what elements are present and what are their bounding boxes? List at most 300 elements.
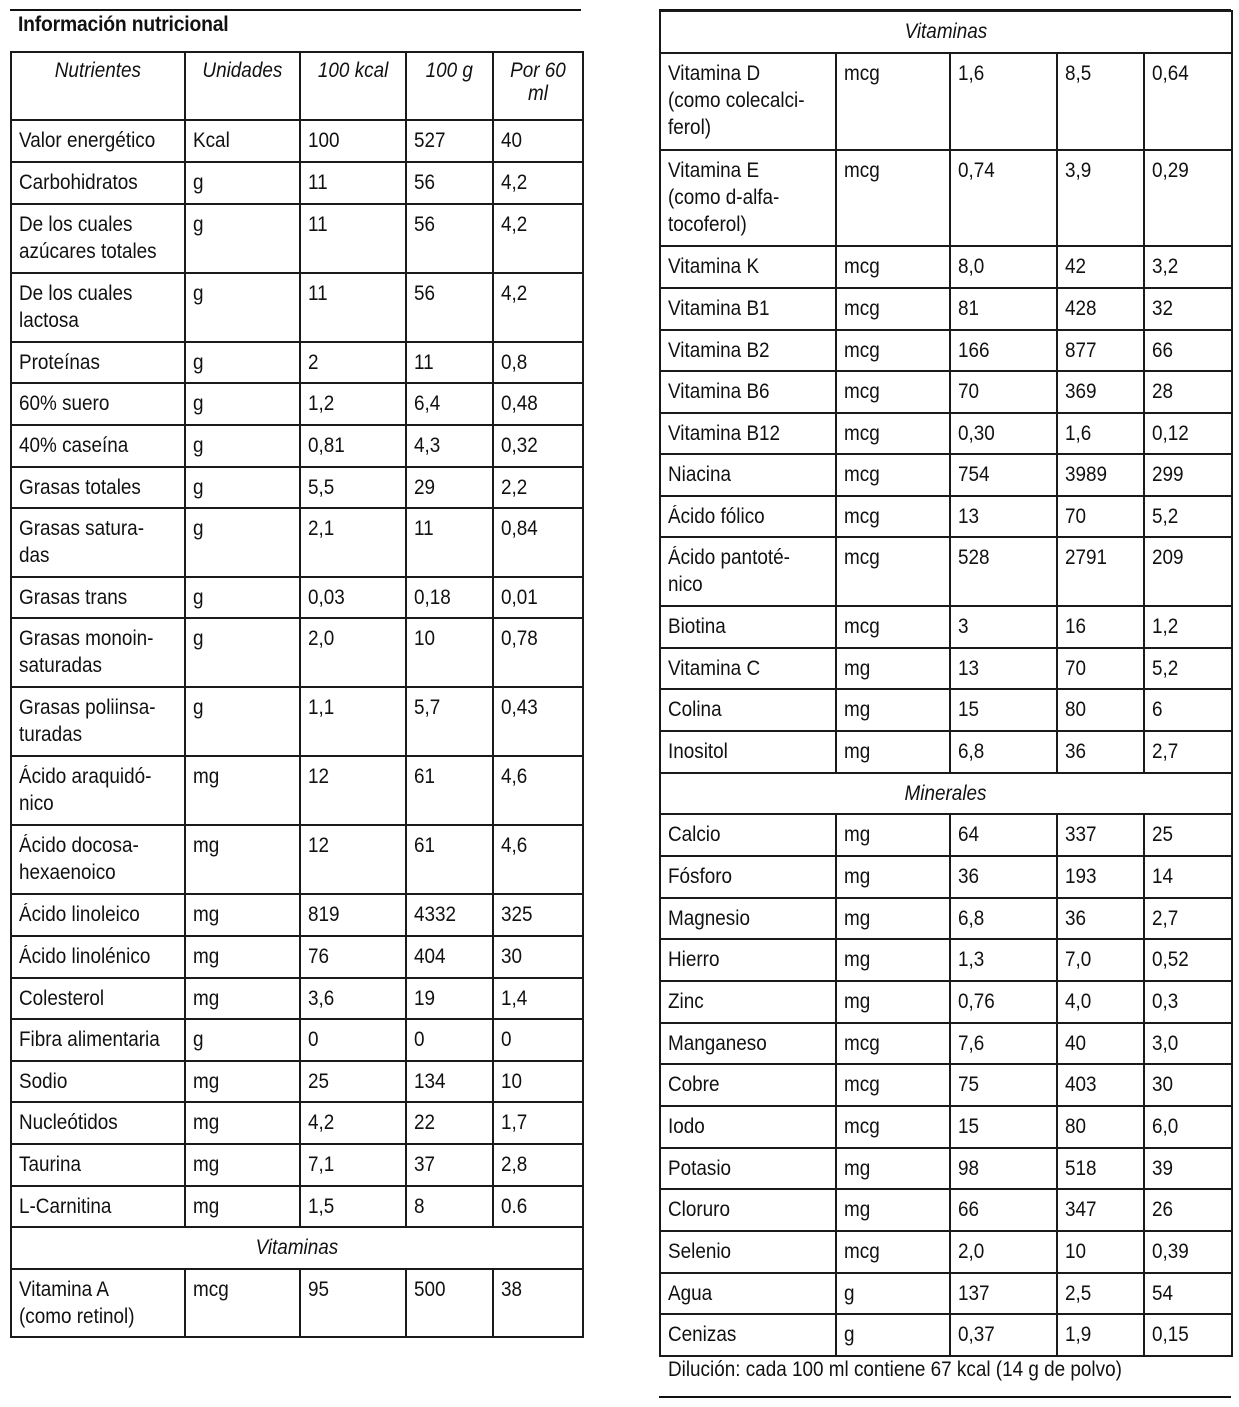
- table-row: [11, 1061, 583, 1102]
- nutrient-name-cell: [660, 898, 836, 939]
- value-100g-cell: [406, 687, 493, 756]
- unit: mcg: [844, 546, 880, 569]
- value-100g: 3989: [1065, 463, 1108, 486]
- value-60ml-cell: [1144, 413, 1232, 454]
- nutrient-name: Calcio: [668, 823, 721, 846]
- nutrient-name-cell: [11, 936, 185, 978]
- table-row: [660, 1148, 1232, 1189]
- value-60ml: 0,39: [1152, 1240, 1189, 1263]
- value-100g-cell: [406, 120, 493, 162]
- value-100g-cell: [1057, 939, 1144, 981]
- value-60ml-cell: [1144, 814, 1232, 856]
- dilution-footnote: Dilución: cada 100 ml contiene 67 kcal (14 g de polvo): [668, 1358, 1122, 1381]
- unit: mcg: [844, 297, 880, 320]
- value-60ml-cell: [493, 1144, 583, 1186]
- nutrient-name: De los cuales azúcares totales: [19, 213, 157, 263]
- value-60ml: 6,0: [1152, 1115, 1179, 1138]
- value-60ml: 10: [501, 1070, 523, 1093]
- nutrient-name-cell: [11, 1269, 185, 1337]
- unit: mg: [193, 1153, 220, 1176]
- value-100g-cell: [1057, 537, 1144, 606]
- value-100kcal: 754: [958, 463, 990, 486]
- value-60ml-cell: [493, 936, 583, 978]
- unit-cell: [185, 425, 300, 467]
- value-100kcal: 1,6: [958, 62, 985, 85]
- value-60ml: 0,52: [1152, 948, 1189, 971]
- value-100kcal-cell: [300, 467, 406, 508]
- value-100kcal: 5,5: [308, 476, 335, 499]
- table-row: [660, 606, 1232, 648]
- unit-cell: [836, 288, 950, 330]
- value-100g: 80: [1065, 1115, 1087, 1138]
- value-100kcal: 819: [308, 903, 340, 926]
- value-100g: 56: [414, 171, 436, 194]
- nutrient-name: Iodo: [668, 1115, 705, 1138]
- value-100kcal-cell: [950, 1273, 1057, 1314]
- value-100kcal-cell: [950, 288, 1057, 330]
- value-100kcal: 7,6: [958, 1032, 985, 1055]
- value-60ml: 6: [1152, 698, 1163, 721]
- table-row: [11, 936, 583, 978]
- value-60ml-cell: [493, 1269, 583, 1337]
- table-row: [11, 687, 583, 756]
- value-100kcal-cell: [950, 1106, 1057, 1148]
- value-100kcal: 15: [958, 1115, 980, 1138]
- nutrient-name-cell: [11, 425, 185, 467]
- value-60ml-cell: [1144, 1023, 1232, 1064]
- nutrient-name: Ácido linoleico: [19, 903, 140, 926]
- nutrient-name: Vitamina D (como colecalci- ferol): [668, 62, 805, 139]
- value-100g-cell: [406, 577, 493, 618]
- page-title: Información nutricional: [18, 13, 229, 36]
- value-100kcal: 36: [958, 865, 980, 888]
- value-100kcal-cell: [950, 814, 1057, 856]
- value-100kcal-cell: [950, 1231, 1057, 1273]
- table-row: [11, 204, 583, 273]
- table-row: [11, 342, 583, 383]
- value-60ml: 0,32: [501, 434, 538, 457]
- nutrient-name: Taurina: [19, 1153, 82, 1176]
- value-60ml: 0,84: [501, 517, 538, 540]
- value-100kcal: 64: [958, 823, 980, 846]
- value-60ml-cell: [1144, 371, 1232, 413]
- table-row: [660, 689, 1232, 731]
- value-100kcal: 1,2: [308, 392, 335, 415]
- nutrient-name: Inositol: [668, 740, 728, 763]
- value-100g-cell: [1057, 856, 1144, 898]
- value-60ml-cell: [1144, 496, 1232, 537]
- unit: g: [193, 171, 204, 194]
- unit: mg: [193, 1111, 220, 1134]
- value-100kcal-cell: [300, 756, 406, 825]
- unit: mcg: [844, 615, 880, 638]
- value-60ml: 5,2: [1152, 505, 1179, 528]
- value-60ml: 0,01: [501, 586, 538, 609]
- value-60ml-cell: [493, 273, 583, 342]
- table-row: [660, 246, 1232, 288]
- nutrient-name-cell: [11, 978, 185, 1019]
- value-60ml: 54: [1152, 1282, 1174, 1305]
- value-100g: 4,3: [414, 434, 441, 457]
- section-label: Vitaminas: [904, 20, 988, 43]
- value-100kcal: 81: [958, 297, 980, 320]
- nutrient-name: Colesterol: [19, 987, 105, 1010]
- unit: g: [193, 213, 204, 236]
- unit-cell: [836, 413, 950, 454]
- value-100kcal-cell: [300, 978, 406, 1019]
- unit-cell: [836, 689, 950, 731]
- column-header-nutrientes: Nutrientes: [11, 52, 185, 120]
- nutrient-name-cell: [660, 454, 836, 496]
- value-100g-cell: [406, 978, 493, 1019]
- unit-cell: [836, 496, 950, 537]
- nutrient-name: Zinc: [668, 990, 704, 1013]
- table-row: [660, 898, 1232, 939]
- value-60ml: 0,64: [1152, 62, 1189, 85]
- value-60ml-cell: [1144, 689, 1232, 731]
- value-100g-cell: [1057, 1064, 1144, 1106]
- value-100g-cell: [406, 204, 493, 273]
- value-100g-cell: [1057, 1189, 1144, 1231]
- value-100g: 42: [1065, 255, 1087, 278]
- unit-cell: [836, 1064, 950, 1106]
- value-60ml-cell: [1144, 856, 1232, 898]
- value-60ml: 0: [501, 1028, 512, 1051]
- bottom-rule-right: [659, 1396, 1231, 1398]
- value-100kcal-cell: [300, 383, 406, 425]
- nutrient-name-cell: [660, 537, 836, 606]
- value-100g: 29: [414, 476, 436, 499]
- value-100kcal-cell: [950, 689, 1057, 731]
- nutrient-name-cell: [660, 1148, 836, 1189]
- nutrient-name: Cenizas: [668, 1323, 737, 1346]
- section-header: [660, 11, 1232, 53]
- unit-cell: [836, 150, 950, 246]
- value-60ml-cell: [493, 825, 583, 894]
- value-100g-cell: [406, 1102, 493, 1144]
- nutrient-name: Vitamina E (como d-alfa- tocoferol): [668, 159, 780, 236]
- value-100kcal-cell: [950, 1023, 1057, 1064]
- value-60ml-cell: [1144, 288, 1232, 330]
- value-100g: 193: [1065, 865, 1097, 888]
- nutrient-name: 40% caseína: [19, 434, 129, 457]
- unit: mg: [844, 740, 871, 763]
- unit-cell: [836, 330, 950, 371]
- value-100kcal-cell: [300, 342, 406, 383]
- table-row: [11, 1269, 583, 1337]
- value-100g-cell: [1057, 1106, 1144, 1148]
- nutrient-name: Vitamina B1: [668, 297, 770, 320]
- value-60ml: 1,4: [501, 987, 528, 1010]
- unit: mg: [844, 990, 871, 1013]
- value-60ml: 0,29: [1152, 159, 1189, 182]
- table-row: [660, 496, 1232, 537]
- table-row: [11, 162, 583, 204]
- unit: g: [844, 1282, 855, 1305]
- value-100g: 70: [1065, 505, 1087, 528]
- value-60ml: 1,7: [501, 1111, 528, 1134]
- nutrient-name: Niacina: [668, 463, 732, 486]
- table-row: [660, 1106, 1232, 1148]
- value-60ml: 0,8: [501, 351, 528, 374]
- table-row: [11, 825, 583, 894]
- unit: mcg: [844, 380, 880, 403]
- value-100kcal-cell: [300, 894, 406, 936]
- nutrient-name-cell: [660, 689, 836, 731]
- unit: mcg: [193, 1278, 229, 1301]
- value-60ml: 209: [1152, 546, 1184, 569]
- value-100g: 22: [414, 1111, 436, 1134]
- nutrient-name: Fósforo: [668, 865, 733, 888]
- value-100kcal-cell: [300, 273, 406, 342]
- value-100kcal: 3: [958, 615, 969, 638]
- value-100kcal: 95: [308, 1278, 330, 1301]
- value-100kcal: 25: [308, 1070, 330, 1093]
- table-row: [660, 1231, 1232, 1273]
- table-row: [660, 1023, 1232, 1064]
- nutrient-name: Agua: [668, 1282, 713, 1305]
- value-100kcal-cell: [300, 508, 406, 577]
- nutrient-name-cell: [11, 1144, 185, 1186]
- unit-cell: [836, 981, 950, 1023]
- value-100kcal: 137: [958, 1282, 990, 1305]
- value-100g: 1,6: [1065, 422, 1092, 445]
- value-100g: 10: [414, 627, 436, 650]
- value-100g: 56: [414, 213, 436, 236]
- value-60ml: 25: [1152, 823, 1174, 846]
- value-100g-cell: [1057, 731, 1144, 773]
- column-header-100g: 100 g: [406, 52, 493, 120]
- unit: mg: [844, 1157, 871, 1180]
- nutrient-name: Potasio: [668, 1157, 732, 1180]
- nutrition-table-right: [659, 10, 1233, 1357]
- section-header: [11, 1227, 583, 1269]
- nutrient-name-cell: [660, 150, 836, 246]
- unit: mcg: [844, 505, 880, 528]
- value-100g: 11: [414, 351, 434, 374]
- value-60ml: 4,6: [501, 834, 528, 857]
- value-60ml: 30: [501, 945, 523, 968]
- nutrient-name: Ácido docosa- hexaenoico: [19, 834, 139, 884]
- table-row: [660, 648, 1232, 689]
- value-100g: 527: [414, 129, 446, 152]
- table-row: [660, 413, 1232, 454]
- unit-cell: [836, 939, 950, 981]
- table-row: [660, 454, 1232, 496]
- nutrition-table-left: [10, 51, 584, 1338]
- value-60ml: 0,43: [501, 696, 538, 719]
- unit-cell: [836, 371, 950, 413]
- unit-cell: [836, 1231, 950, 1273]
- value-100kcal: 8,0: [958, 255, 985, 278]
- table-row: [11, 577, 583, 618]
- value-100kcal: 7,1: [308, 1153, 335, 1176]
- unit: mg: [844, 865, 871, 888]
- value-100g-cell: [1057, 1023, 1144, 1064]
- nutrient-name: Ácido pantoté- nico: [668, 546, 790, 596]
- value-100kcal-cell: [950, 246, 1057, 288]
- value-100g-cell: [1057, 330, 1144, 371]
- unit: g: [193, 696, 204, 719]
- value-60ml: 38: [501, 1278, 523, 1301]
- unit-cell: [185, 577, 300, 618]
- nutrient-name-cell: [660, 981, 836, 1023]
- unit-cell: [836, 898, 950, 939]
- unit-cell: [836, 537, 950, 606]
- table-row: [660, 537, 1232, 606]
- value-60ml-cell: [493, 467, 583, 508]
- table-header-row: [11, 52, 583, 120]
- value-100kcal: 1,1: [308, 696, 335, 719]
- value-60ml: 14: [1152, 865, 1174, 888]
- value-100kcal: 2,0: [308, 627, 335, 650]
- unit-cell: [185, 273, 300, 342]
- value-60ml-cell: [493, 894, 583, 936]
- value-100g: 16: [1065, 615, 1087, 638]
- value-100g: 518: [1065, 1157, 1097, 1180]
- table-row: [11, 508, 583, 577]
- value-100kcal: 528: [958, 546, 990, 569]
- nutrient-name: Vitamina C: [668, 657, 761, 680]
- table-row: [11, 756, 583, 825]
- value-100g-cell: [406, 425, 493, 467]
- unit: g: [193, 517, 204, 540]
- value-60ml-cell: [1144, 981, 1232, 1023]
- unit-cell: [185, 756, 300, 825]
- value-100kcal: 98: [958, 1157, 980, 1180]
- unit: mg: [193, 765, 220, 788]
- nutrient-name-cell: [11, 894, 185, 936]
- value-100kcal: 11: [308, 171, 328, 194]
- value-100g: 70: [1065, 657, 1087, 680]
- unit-cell: [185, 342, 300, 383]
- value-100kcal-cell: [300, 687, 406, 756]
- value-100kcal: 3,6: [308, 987, 335, 1010]
- nutrient-name-cell: [660, 814, 836, 856]
- value-100kcal-cell: [950, 150, 1057, 246]
- nutrient-name-cell: [660, 731, 836, 773]
- value-100g: 61: [414, 765, 436, 788]
- value-100kcal-cell: [950, 537, 1057, 606]
- nutrient-name: Vitamina B6: [668, 380, 770, 403]
- nutrient-name: L-Carnitina: [19, 1195, 112, 1218]
- unit-cell: [185, 1269, 300, 1337]
- nutrient-name-cell: [660, 496, 836, 537]
- table-row: [11, 273, 583, 342]
- nutrient-name: Vitamina B12: [668, 422, 781, 445]
- nutrient-name-cell: [11, 618, 185, 687]
- section-header-row: [660, 11, 1232, 53]
- column-header-unidades: Unidades: [185, 52, 300, 120]
- value-100kcal: 11: [308, 213, 328, 236]
- value-100kcal: 66: [958, 1198, 980, 1221]
- nutrient-name-cell: [11, 1061, 185, 1102]
- value-100kcal-cell: [950, 898, 1057, 939]
- value-100g: 404: [414, 945, 446, 968]
- table-row: [660, 371, 1232, 413]
- nutrient-name: 60% suero: [19, 392, 110, 415]
- value-100kcal: 6,8: [958, 907, 985, 930]
- nutrient-name: Colina: [668, 698, 722, 721]
- value-100kcal: 1,5: [308, 1195, 335, 1218]
- value-60ml-cell: [493, 120, 583, 162]
- value-100g: 134: [414, 1070, 446, 1093]
- nutrient-name: Proteínas: [19, 351, 100, 374]
- unit: mg: [193, 987, 220, 1010]
- nutrient-name-cell: [660, 413, 836, 454]
- value-60ml: 4,2: [501, 171, 528, 194]
- value-60ml-cell: [493, 618, 583, 687]
- unit: mg: [193, 945, 220, 968]
- nutrient-name-cell: [11, 1102, 185, 1144]
- value-100kcal: 12: [308, 765, 330, 788]
- unit: g: [193, 282, 204, 305]
- nutrient-name: Vitamina K: [668, 255, 760, 278]
- nutrient-name: De los cuales lactosa: [19, 282, 133, 332]
- unit-cell: [836, 1106, 950, 1148]
- table-row: [660, 1273, 1232, 1314]
- nutrient-name-cell: [660, 1106, 836, 1148]
- value-100g-cell: [1057, 413, 1144, 454]
- nutrient-name-cell: [11, 577, 185, 618]
- value-100g: 4,0: [1065, 990, 1092, 1013]
- value-100g: 1,9: [1065, 1323, 1092, 1346]
- value-100g: 8,5: [1065, 62, 1092, 85]
- value-60ml-cell: [1144, 1064, 1232, 1106]
- unit: mcg: [844, 1115, 880, 1138]
- table-row: [660, 939, 1232, 981]
- section-header-row: [660, 773, 1232, 814]
- nutrient-name-cell: [660, 1064, 836, 1106]
- value-100g-cell: [1057, 606, 1144, 648]
- nutrient-name-cell: [660, 1023, 836, 1064]
- value-100g-cell: [1057, 689, 1144, 731]
- unit-cell: [185, 1019, 300, 1061]
- unit-cell: [185, 618, 300, 687]
- nutrient-name: Sodio: [19, 1070, 68, 1093]
- table-row: [660, 1064, 1232, 1106]
- value-60ml-cell: [1144, 454, 1232, 496]
- value-100kcal-cell: [300, 618, 406, 687]
- value-60ml-cell: [1144, 648, 1232, 689]
- unit: g: [193, 392, 204, 415]
- value-100kcal: 1,3: [958, 948, 985, 971]
- nutrient-name-cell: [660, 856, 836, 898]
- value-100kcal: 75: [958, 1073, 980, 1096]
- nutrient-name: Fibra alimentaria: [19, 1028, 160, 1051]
- nutrient-name-cell: [660, 288, 836, 330]
- value-60ml: 2,8: [501, 1153, 528, 1176]
- value-100g-cell: [1057, 53, 1144, 150]
- unit-cell: [185, 1102, 300, 1144]
- nutrient-name-cell: [11, 467, 185, 508]
- value-100kcal: 12: [308, 834, 330, 857]
- nutrient-name-cell: [660, 53, 836, 150]
- value-100kcal-cell: [950, 413, 1057, 454]
- value-100kcal: 2: [308, 351, 319, 374]
- value-100g-cell: [1057, 981, 1144, 1023]
- nutrient-name-cell: [11, 162, 185, 204]
- unit-cell: [185, 120, 300, 162]
- unit-cell: [185, 825, 300, 894]
- value-100g: 8: [414, 1195, 425, 1218]
- value-60ml-cell: [1144, 1189, 1232, 1231]
- nutrient-name: Grasas trans: [19, 586, 128, 609]
- value-60ml-cell: [493, 204, 583, 273]
- unit: mg: [193, 1195, 220, 1218]
- unit: g: [844, 1323, 855, 1346]
- value-60ml: 5,2: [1152, 657, 1179, 680]
